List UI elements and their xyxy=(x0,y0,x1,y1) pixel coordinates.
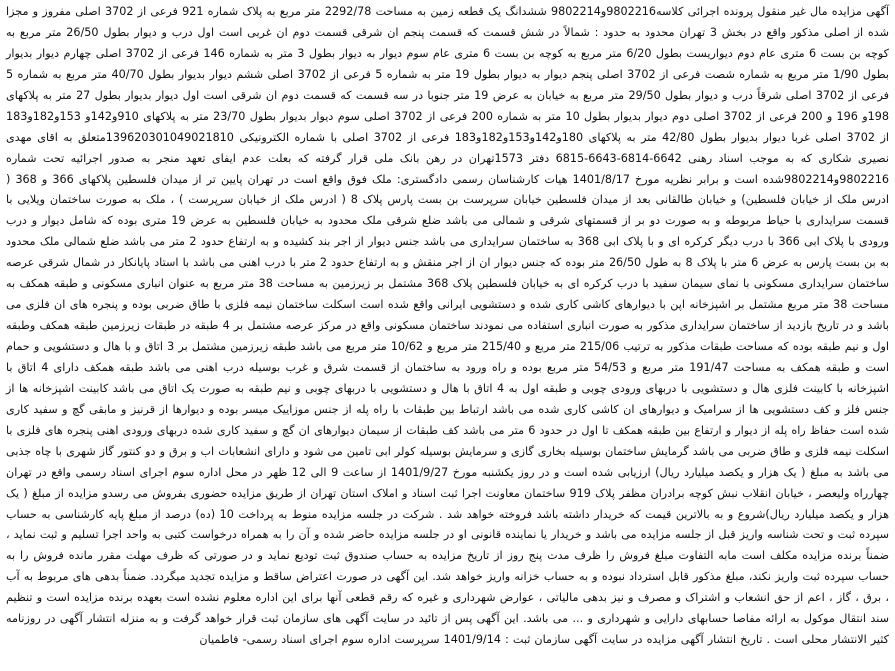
auction-notice-text: آگهی مزایده مال غیر منقول پرونده اجرائی کلاسه9802216و9802214 ششدانگ یک قطعه زمین به مساحت 2292/78 متر مربع به پلاک شماره 921 فرعی از 3702 اصلی مفروز و مجزا شده از اصلی مذکور واقع در بخش 3 تهران محدود به حدود : شمالاً در شش قسمت که قسمت پنجم ان شرقی قسمت دوم ان غربی است اول درب و دیوار بطول 26/50 متر مربع به کوچه بن بست 6 متری عام دوم دیواریست بطول 6/20 متر مربع به کوچه بن بست 6 متری عام سوم دیوار به دیوار بطول 3 متر به شماره 146 فرعی از 3702 اصلی چهارم دیوار بدیوار بطول 1/90 متر مربع به شماره شصت فرعی از 3702 اصلی پنجم دیوار به دیوار بطول 19 متر به شماره 5 فرعی از 3702 اصلی ششم دیوار بدیوار بطول 40/70 متر مربع به شماره 5 فرعی از 3702 اصلی شرقاً درب و دیوار بطول 29/50 متر مربع به خیابان به عرض 19 متر جنوبا در سه قسمت که قسمت دوم ان شرقی است اول دیوار بدیوار بطول 27 متر به پلاکهای 198و 196 و 200 فرعی از 3702 اصلی دوم دیوار بدیوار بطول 10 متر به شماره 200 فرعی از 3702 اصلی سوم دیوار بدیوار بطول 23/70 متر به پلاکهای 910و142و 153و182و183 از 3702 اصلی غربا دیوار بدیوار بطول 42/80 متر به پلاکهای 180و142و153و182و183 فرعی از 3702 اصلی با شماره الکترونیکی 139620301049021810متعلق به اقای مهدی نصیری شکاری که به موجب اسناد رهنی 6642-6814-6643-6815 دفتر 1573تهران در رهن بانک ملی قرار گرفته که بعلت عدم ایفای تعهد منجر به صدور اجرائیه تحت شماره 9802216و9802214شده است و برابر نظریه مورخ 1401/8/17 هیات کارشناسان رسمی دادگستری: ملک فوق واقع است در تهران پایین تر از میدان فلسطین پلاکهای 366 و 368 ( ادرس ملک از خیابان فلسطین) و خیابان طالقانی بعد از میدان فلسطین خیابان سرپرست بن بست پارس پلاک 8 ( ادرس ملک از خیابان سرپرست ) ، ملک به صورت ساختمان ویلایی با قسمت سرایداری با حیاط مربوطه و به صورت دو بر از قسمتهای شرقی و شمالی می باشد ضلع شرقی ملک محدود به خیابان فلسطین به عرض 19 متری بوده که شامل دیوار و درب ورودی با پلاک ابی 366 با درب دیگر کرکره ای و با پلاک ابی 368 به ساختمان سرایداری می باشد جنس دیوار از اجر بند کشیده و به ارتفاع حدود 2 متر می باشد ضلع شمالی ملک محدود به بن بست پارس به عرض 6 متر با پلاک 8 به طول 26/50 متر بوده که جنس دیوار ان از اجر منقش و به ارتفاع حدود 2 متر با درب اهنی می باشد با استاد پایانکار در شمال شرقی عرصه ساختمان سرایداری مسکونی با نمای سیمان سفید با درب کرکره ای به خیابان فلسطین پلاک 368 مشتمل بر زیرزمین به مساحت 38 متر مربع به عنوان انباری مسکونی و طبقه همکف به مساحت 38 متر مربع مشتمل بر اشپزخانه اپن با دیوارهای کاشی کاری شده و دستشویی ایرانی واقع شده است اسکلت ساختمان نیمه فلزی با طاق ضربی بوده و پنجره های ان فلزی می باشد و در تاریخ بازدید از ساختمان سرایداری مذکور به صورت انباری استفاده می نمودند ساختمان مسکونی واقع در مرکز عرصه مشتمل بر 4 طبقه در طبقات زیرزمین طبقه همکف وطبقه اول و نیم طبقه بوده که مساحت طبقات مذکور به ترتیب 215/06 متر مربع و 215/40 متر مربع و 10/62 متر مربع می باشد طبقه زیرزمین مشتمل بر 3 اتاق و با هال و دستشویی و حمام است و طبقه همکف به مساحت 191/47 متر مربع و 54/53 متر مربع بوده و راه ورود به ساختمان از قسمت شرق و غرب بوسیله درب اهنی می باشد طبقه همکف دارای 4 اتاق با اشپزخانه با کابینت فلزی هال و دستشویی با دربهای ورودی چوبی و طبقه اول به 4 اتاق با هال و دستشویی با دربهای چوبی و نیم طبقه به صورت یک اتاق می باشد کابینت اشپزخانه ها از جنس فلز و کف دستشویی ها از سرامیک و دیوارهای ان کاشی کاری شده می باشد ارتباط بین طبقات با راه پله از جنس موزاییک میسر بوده و دیوارها از قرنیز و مابقی گچ و سفید کاری شده است حفاظ راه پله از دیوار و ارتفاع بین طبقه همکف تا اول در حدود 6 متر می باشد کف طبقات از سیمان دیوارهای ان گچ و سفید کاری شده دربهای ورودی اهنی پنجره های فلزی با اسکلت نیمه فلزی و طاق ضربی می باشد گرمایش ساختمان بوسیله بخاری گازی و سرمایش بوسیله کولر ابی تامین می شود و دارای انشعابات اب و برق و دو کنتور گاز شهری با چاه جذبی می باشد به مبلغ ( یک هزار و یکصد میلیارد ریال) ارزیابی شده است و در روز یکشنبه مورخ 1401/9/27 از ساعت 9 الی 12 ظهر در محل اداره سوم اجرای اسناد رسمی واقع در تهران چهارراه ولیعصر ، خیابان انقلاب نبش کوچه برادران مظفر پلاک 919 ساختمان معاونت اجرا ثبت اسناد و املاک استان تهران از طریق مزایده حضوری بفروش می رسدو مزایده از مبلغ ( یک هزار و یکصد میلیارد ریال)شروع و به بالاترین قیمت که خریدار داشته باشد فروخته خواهد شد . شرکت در جلسه مزایده منوط به پرداخت 10 (ده) درصد از مبلغ پایه کارشناسی به حساب سپرده ثبت و تحت شناسه واریز قبل از جلسه مزایده می باشد و خریدار یا نماینده قانونی او در جلسه مزایده حاضر شده و آن را به همراه درخواست کتبی به واحد اجرا تسلیم و ثبت نماید ، ضمناً برنده مزایده مکلف است مابه التفاوت مبلغ فروش را ظرف مدت پنج روز از تاریخ مزایده به حساب صندوق ثبت تودیع نماید و در صورتی که ظرف مهلت مقرر مانده فروش را به حساب سپرده ثبت واریز نکند، مبلغ مذکور قابل استرداد نبوده و به حساب خزانه واریز خواهد شد. این آگهی در صورت اعتراض ساقط و مزایده تجدید میگردد. ضمناً بدهی های مربوط به آب ، برق ، گاز ، اعم از حق انشعاب و اشتراک و مصرف و نیز بدهی مالیاتی ، عوارض شهرداری و غیره که رقم قطعی آنها برای این اداره معلوم نشده است بعهده برنده مزایده است و تنظیم سند انتقال موکول به ارائه مفاصا حسابهای دارایی و شهرداری و ... می باشد. این آگهی پس از تائید در سایت آگهی های سازمان ثبت قرار خواهد گرفت و به منزله انتشار آگهی در روزنامه کثیر الانتشار محلی است . تاریخ انتشار آگهی مزایده در سایت آگهی سازمان ثبت : 1401/9/14 سرپرست اداره سوم اجرای اسناد رسمی- فاطمیان xyxy=(6,5,890,647)
